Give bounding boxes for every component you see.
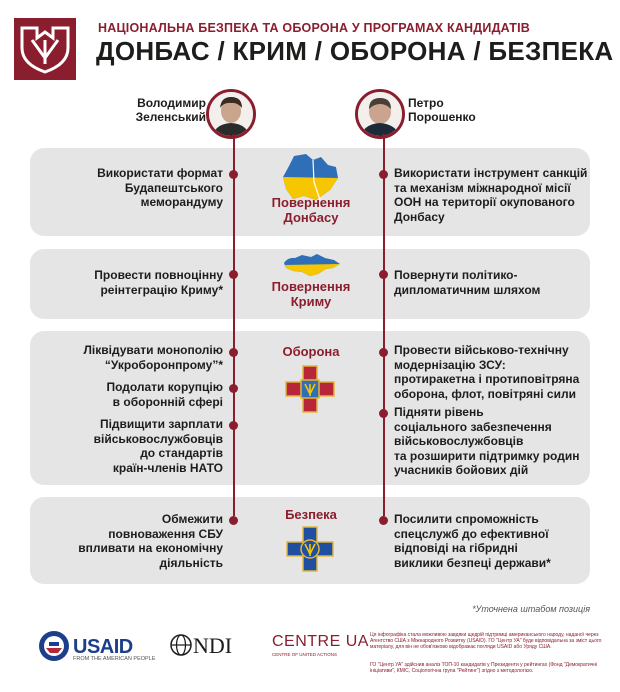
timeline-dot: [229, 348, 238, 357]
poroshenko-defense-position-2: Підняти рівень соціального забезпечення військовослужбовців та розширити підтримку родин учасників бойових дій: [394, 405, 580, 477]
timeline-dot: [229, 516, 238, 525]
usaid-seal-icon: [38, 630, 70, 662]
timeline-right: [383, 134, 385, 516]
timeline-dot: [379, 348, 388, 357]
centre-ua-logo-text: CENTRE UA: [272, 633, 369, 650]
trident-emblem-icon: [14, 18, 76, 80]
defense-cross-emblem-icon: [284, 364, 336, 414]
usaid-tagline: FROM THE AMERICAN PEOPLE: [73, 656, 156, 662]
topic-defense: Оборона: [282, 344, 340, 359]
timeline-dot: [229, 384, 238, 393]
zelensky-security-position: Обмежити повноваження СБУ впливати на економічну діяльність: [78, 512, 223, 570]
zelensky-crimea-position: Провести повноцінну реінтеграцію Криму*: [94, 268, 223, 297]
candidate-left-name: Володимир Зеленський: [135, 96, 206, 124]
zelensky-defense-position-1: Ліквідувати монополію “Укроборонпрому”*: [83, 343, 223, 372]
page-title: ДОНБАС / КРИМ / ОБОРОНА / БЕЗПЕКА: [96, 36, 614, 66]
avatar-poroshenko: [355, 89, 405, 139]
topic-donbas: Повернення Донбасу: [271, 195, 351, 225]
footnote: *Уточнена штабом позиція: [472, 604, 590, 614]
topic-security: Безпека: [285, 507, 337, 522]
usaid-logo-text: USAID: [73, 636, 133, 658]
candidate-right-name: Петро Порошенко: [408, 96, 476, 124]
ndi-globe-icon: [170, 634, 192, 656]
poroshenko-security-position: Посилити спроможність спецслужб до ефективної відповіді на гібридні виклики безпеці держави*: [394, 512, 551, 570]
timeline-left: [233, 134, 235, 516]
timeline-dot: [379, 270, 388, 279]
timeline-dot: [379, 516, 388, 525]
topic-crimea: Повернення Криму: [271, 279, 351, 309]
timeline-dot: [229, 270, 238, 279]
portrait-icon: [209, 92, 253, 136]
poroshenko-defense-position-1: Провести військово-технічну модернізацію ЗСУ: протиракетна і протиповітряна оборона, флот, повітряні сили: [394, 343, 580, 401]
header-kicker: НАЦІОНАЛЬНА БЕЗПЕКА ТА ОБОРОНА У ПРОГРАМАХ КАНДИДАТІВ: [98, 21, 531, 35]
zelensky-defense-position-3: Підвищити зарплати військовослужбовців до стандартів країн-членів НАТО: [93, 417, 223, 475]
methodology-text: ГО "Центр УА" здійснив аналіз ТОП-10 кандидатів у Президенти у рейтингах (Фонд "Демократичні ініціативи", КМІС, Соціологічна група "Рейтинг") згідно з методологією.: [370, 662, 598, 674]
disclaimer-text: Ця інфографіка стала можливою завдяки щедрій підтримці американського народу, наданої через Агентство США з Міжнародного Розвитку (USAID). ГО "Центр УА" буде відповідальна за зміст цього матеріалу, для він не обов'язково відображає погляди USAID або Уряду США.: [370, 632, 602, 650]
timeline-dot: [379, 409, 388, 418]
trident-logo: [14, 18, 76, 80]
timeline-dot: [229, 170, 238, 179]
poroshenko-crimea-position: Повернути політико- дипломатичним шляхом: [394, 268, 541, 297]
portrait-icon: [358, 92, 402, 136]
centre-ua-subtitle: CENTRE OF UNITED ACTIONS: [272, 652, 338, 657]
ndi-logo-text: NDI: [193, 633, 233, 658]
zelensky-donbas-position: Використати формат Будапештського меморандуму: [97, 166, 223, 209]
timeline-dot: [229, 421, 238, 430]
crimea-map-icon: [280, 252, 342, 278]
poroshenko-donbas-position: Використати інструмент санкцій та механізм міжнародної місії ООН на території окупованого Донбасу: [394, 166, 588, 224]
avatar-zelensky: [206, 89, 256, 139]
security-cross-emblem-icon: [285, 525, 335, 573]
timeline-dot: [379, 170, 388, 179]
zelensky-defense-position-2: Подолати корупцію в оборонній сфері: [106, 380, 223, 409]
